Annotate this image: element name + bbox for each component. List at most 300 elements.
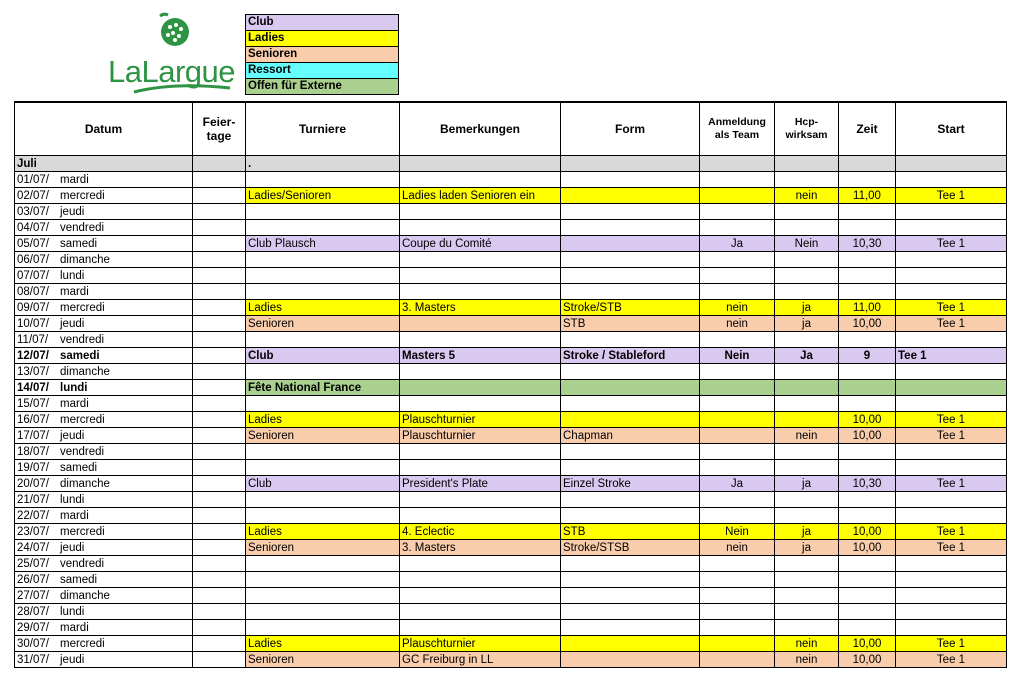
start-cell: Tee 1 xyxy=(896,540,1007,556)
turnier-cell: Senioren xyxy=(246,428,400,444)
hcp-cell xyxy=(775,444,839,460)
start-cell xyxy=(896,284,1007,300)
date-value: 04/07/ xyxy=(17,221,49,234)
bemerkung-cell xyxy=(400,268,561,284)
anmeldung-cell xyxy=(700,460,775,476)
weekday: mardi xyxy=(60,397,89,410)
zeit-cell xyxy=(839,444,896,460)
bemerkung-cell xyxy=(400,492,561,508)
feiertag-cell xyxy=(193,412,246,428)
date-value: 21/07/ xyxy=(17,493,49,506)
form-cell xyxy=(561,460,700,476)
zeit-cell: 11,00 xyxy=(839,300,896,316)
start-cell xyxy=(896,588,1007,604)
bemerkung-cell xyxy=(400,508,561,524)
table-row xyxy=(15,636,1007,652)
hcp-cell xyxy=(775,252,839,268)
hcp-cell xyxy=(775,604,839,620)
date-value: 23/07/ xyxy=(17,525,49,538)
hcp-cell xyxy=(775,620,839,636)
form-cell: STB xyxy=(561,524,700,540)
hcp-cell xyxy=(775,204,839,220)
zeit-cell xyxy=(839,620,896,636)
date-value: 07/07/ xyxy=(17,269,49,282)
weekday: mercredi xyxy=(60,301,105,314)
start-cell: Tee 1 xyxy=(896,188,1007,204)
date-value: 14/07/ xyxy=(17,381,49,394)
header-bemerkungen: Bemerkungen xyxy=(400,102,561,156)
date-cell xyxy=(15,284,193,300)
table-row xyxy=(15,332,1007,348)
anmeldung-cell xyxy=(700,172,775,188)
form-cell xyxy=(561,556,700,572)
anmeldung-cell xyxy=(700,620,775,636)
anmeldung-cell: nein xyxy=(700,316,775,332)
form-cell xyxy=(561,652,700,668)
legend xyxy=(245,14,399,95)
zeit-cell xyxy=(839,204,896,220)
turnier-cell: Senioren xyxy=(246,540,400,556)
start-cell xyxy=(896,380,1007,396)
anmeldung-cell xyxy=(700,508,775,524)
date-value: 08/07/ xyxy=(17,285,49,298)
date-cell xyxy=(15,364,193,380)
bemerkung-cell: 3. Masters xyxy=(400,540,561,556)
start-cell: Tee 1 xyxy=(896,236,1007,252)
turnier-cell xyxy=(246,588,400,604)
hcp-cell xyxy=(775,396,839,412)
anmeldung-cell xyxy=(700,396,775,412)
feiertag-cell xyxy=(193,556,246,572)
turnier-cell: Ladies/Senioren xyxy=(246,188,400,204)
table-row xyxy=(15,316,1007,332)
turnier-cell: Ladies xyxy=(246,636,400,652)
table-row xyxy=(15,652,1007,668)
table-row xyxy=(15,348,1007,364)
turnier-cell xyxy=(246,492,400,508)
form-cell xyxy=(561,588,700,604)
legend-item xyxy=(246,79,399,95)
date-cell xyxy=(15,524,193,540)
weekday: dimanche xyxy=(60,253,110,266)
hcp-cell xyxy=(775,572,839,588)
start-cell: Tee 1 xyxy=(896,348,1007,364)
bemerkung-cell: 4. Eclectic xyxy=(400,524,561,540)
anmeldung-cell xyxy=(700,428,775,444)
anmeldung-cell xyxy=(700,412,775,428)
zeit-cell: 10,30 xyxy=(839,236,896,252)
hcp-cell xyxy=(775,220,839,236)
date-value: 25/07/ xyxy=(17,557,49,570)
date-cell xyxy=(15,636,193,652)
zeit-cell: 10,00 xyxy=(839,652,896,668)
hcp-cell: nein xyxy=(775,428,839,444)
turnier-cell xyxy=(246,556,400,572)
date-cell xyxy=(15,492,193,508)
zeit-cell: 10,00 xyxy=(839,428,896,444)
month-turniere: . xyxy=(246,156,400,172)
form-cell: Stroke / Stableford xyxy=(561,348,700,364)
anmeldung-cell xyxy=(700,636,775,652)
zeit-cell: 10,00 xyxy=(839,316,896,332)
form-cell xyxy=(561,444,700,460)
feiertag-cell xyxy=(193,540,246,556)
bemerkung-cell: Plauschturnier xyxy=(400,636,561,652)
form-cell xyxy=(561,220,700,236)
date-cell xyxy=(15,572,193,588)
date-cell xyxy=(15,268,193,284)
bemerkung-cell xyxy=(400,588,561,604)
feiertag-cell xyxy=(193,524,246,540)
bemerkung-cell xyxy=(400,284,561,300)
turnier-cell xyxy=(246,620,400,636)
hcp-cell: nein xyxy=(775,636,839,652)
form-cell xyxy=(561,572,700,588)
start-cell: Tee 1 xyxy=(896,524,1007,540)
hcp-cell xyxy=(775,268,839,284)
hcp-cell xyxy=(775,412,839,428)
hcp-cell xyxy=(775,508,839,524)
start-cell xyxy=(896,268,1007,284)
form-cell xyxy=(561,188,700,204)
anmeldung-cell xyxy=(700,252,775,268)
anmeldung-cell xyxy=(700,492,775,508)
feiertag-cell xyxy=(193,284,246,300)
turnier-cell xyxy=(246,444,400,460)
table-row xyxy=(15,428,1007,444)
date-cell xyxy=(15,652,193,668)
bemerkung-cell xyxy=(400,556,561,572)
weekday: jeudi xyxy=(60,541,85,554)
bemerkung-cell xyxy=(400,620,561,636)
feiertag-cell xyxy=(193,348,246,364)
zeit-cell xyxy=(839,380,896,396)
form-cell xyxy=(561,380,700,396)
feiertag-cell xyxy=(193,380,246,396)
form-cell xyxy=(561,396,700,412)
anmeldung-cell xyxy=(700,556,775,572)
date-value: 12/07/ xyxy=(17,349,49,362)
hcp-cell: nein xyxy=(775,188,839,204)
feiertag-cell xyxy=(193,620,246,636)
legend-label: Club xyxy=(246,15,399,31)
table-row xyxy=(15,220,1007,236)
start-cell xyxy=(896,460,1007,476)
table-row xyxy=(15,380,1007,396)
date-cell xyxy=(15,396,193,412)
anmeldung-cell: nein xyxy=(700,540,775,556)
start-cell xyxy=(896,444,1007,460)
feiertag-cell xyxy=(193,204,246,220)
hcp-cell xyxy=(775,492,839,508)
anmeldung-cell xyxy=(700,284,775,300)
hcp-cell: Nein xyxy=(775,236,839,252)
legend-item xyxy=(246,47,399,63)
date-cell xyxy=(15,252,193,268)
start-cell xyxy=(896,604,1007,620)
start-cell xyxy=(896,364,1007,380)
feiertag-cell xyxy=(193,396,246,412)
table-row xyxy=(15,620,1007,636)
date-cell xyxy=(15,236,193,252)
zeit-cell xyxy=(839,460,896,476)
bemerkung-cell xyxy=(400,460,561,476)
date-cell xyxy=(15,220,193,236)
date-cell xyxy=(15,540,193,556)
legend-label: Offen für Externe xyxy=(246,79,399,95)
hcp-cell: nein xyxy=(775,652,839,668)
anmeldung-cell: Ja xyxy=(700,236,775,252)
anmeldung-cell xyxy=(700,268,775,284)
weekday: jeudi xyxy=(60,205,85,218)
form-cell xyxy=(561,508,700,524)
zeit-cell xyxy=(839,252,896,268)
start-cell: Tee 1 xyxy=(896,428,1007,444)
hcp-cell xyxy=(775,332,839,348)
start-cell xyxy=(896,508,1007,524)
turnier-cell xyxy=(246,204,400,220)
turnier-cell: Ladies xyxy=(246,300,400,316)
table-row xyxy=(15,188,1007,204)
anmeldung-cell xyxy=(700,444,775,460)
form-cell xyxy=(561,268,700,284)
start-cell xyxy=(896,252,1007,268)
feiertag-cell xyxy=(193,220,246,236)
start-cell xyxy=(896,204,1007,220)
anmeldung-cell: Nein xyxy=(700,524,775,540)
form-cell: Chapman xyxy=(561,428,700,444)
date-value: 10/07/ xyxy=(17,317,49,330)
zeit-cell: 9 xyxy=(839,348,896,364)
turnier-cell xyxy=(246,396,400,412)
feiertag-cell xyxy=(193,172,246,188)
turnier-cell xyxy=(246,332,400,348)
turnier-cell: Senioren xyxy=(246,652,400,668)
legend-item xyxy=(246,15,399,31)
weekday: vendredi xyxy=(60,557,105,570)
bemerkung-cell: Masters 5 xyxy=(400,348,561,364)
zeit-cell xyxy=(839,172,896,188)
date-cell xyxy=(15,556,193,572)
bemerkung-cell: Coupe du Comité xyxy=(400,236,561,252)
form-cell xyxy=(561,620,700,636)
form-cell xyxy=(561,636,700,652)
start-cell: Tee 1 xyxy=(896,652,1007,668)
table-row xyxy=(15,300,1007,316)
weekday: samedi xyxy=(60,573,98,586)
weekday: mercredi xyxy=(60,413,105,426)
turnier-cell: Ladies xyxy=(246,524,400,540)
date-value: 28/07/ xyxy=(17,605,49,618)
form-cell xyxy=(561,604,700,620)
form-cell: Stroke/STB xyxy=(561,300,700,316)
weekday: jeudi xyxy=(60,429,85,442)
weekday: jeudi xyxy=(60,653,85,666)
hcp-cell: ja xyxy=(775,476,839,492)
feiertag-cell xyxy=(193,268,246,284)
form-cell xyxy=(561,236,700,252)
bemerkung-cell xyxy=(400,572,561,588)
turnier-cell: Club xyxy=(246,476,400,492)
header-feiertage: Feier- tage xyxy=(193,102,246,156)
date-value: 17/07/ xyxy=(17,429,49,442)
start-cell: Tee 1 xyxy=(896,476,1007,492)
start-cell: Tee 1 xyxy=(896,636,1007,652)
bemerkung-cell xyxy=(400,380,561,396)
legend-item xyxy=(246,63,399,79)
legend-label: Ladies xyxy=(246,31,399,47)
zeit-cell xyxy=(839,588,896,604)
table-row xyxy=(15,492,1007,508)
header-anmeldung: Anmeldung als Team xyxy=(700,102,775,156)
feiertag-cell xyxy=(193,508,246,524)
feiertag-cell xyxy=(193,444,246,460)
bemerkung-cell: 3. Masters xyxy=(400,300,561,316)
weekday: mardi xyxy=(60,621,89,634)
turnier-cell: Fête National France xyxy=(246,380,400,396)
hcp-cell xyxy=(775,364,839,380)
date-value: 19/07/ xyxy=(17,461,49,474)
hcp-cell xyxy=(775,172,839,188)
date-value: 05/07/ xyxy=(17,237,49,250)
feiertag-cell xyxy=(193,252,246,268)
table-row xyxy=(15,236,1007,252)
date-cell xyxy=(15,204,193,220)
turnier-cell xyxy=(246,572,400,588)
feiertag-cell xyxy=(193,364,246,380)
date-value: 22/07/ xyxy=(17,509,49,522)
anmeldung-cell: Nein xyxy=(700,348,775,364)
feiertag-cell xyxy=(193,636,246,652)
date-cell xyxy=(15,300,193,316)
form-cell: Stroke/STSB xyxy=(561,540,700,556)
form-cell xyxy=(561,172,700,188)
hcp-cell: Ja xyxy=(775,348,839,364)
turnier-cell: Club xyxy=(246,348,400,364)
start-cell xyxy=(896,396,1007,412)
start-cell xyxy=(896,572,1007,588)
weekday: samedi xyxy=(60,461,98,474)
start-cell: Tee 1 xyxy=(896,300,1007,316)
feiertag-cell xyxy=(193,572,246,588)
date-value: 27/07/ xyxy=(17,589,49,602)
feiertag-cell xyxy=(193,332,246,348)
zeit-cell xyxy=(839,396,896,412)
header-turniere: Turniere xyxy=(246,102,400,156)
anmeldung-cell: nein xyxy=(700,300,775,316)
weekday: mardi xyxy=(60,173,89,186)
start-cell: Tee 1 xyxy=(896,316,1007,332)
date-value: 29/07/ xyxy=(17,621,49,634)
anmeldung-cell xyxy=(700,652,775,668)
date-cell xyxy=(15,348,193,364)
zeit-cell xyxy=(839,284,896,300)
weekday: lundi xyxy=(60,269,85,282)
zeit-cell xyxy=(839,364,896,380)
lalargue-logo xyxy=(104,10,244,100)
weekday: lundi xyxy=(60,493,85,506)
anmeldung-cell xyxy=(700,572,775,588)
zeit-cell xyxy=(839,572,896,588)
zeit-cell xyxy=(839,332,896,348)
start-cell xyxy=(896,620,1007,636)
bemerkung-cell xyxy=(400,332,561,348)
bemerkung-cell xyxy=(400,172,561,188)
schedule-table xyxy=(14,101,1007,668)
start-cell xyxy=(896,556,1007,572)
feiertag-cell xyxy=(193,300,246,316)
zeit-cell xyxy=(839,604,896,620)
header-start: Start xyxy=(896,102,1007,156)
weekday: mercredi xyxy=(60,637,105,650)
date-value: 26/07/ xyxy=(17,573,49,586)
turnier-cell xyxy=(246,364,400,380)
date-cell xyxy=(15,444,193,460)
header-row xyxy=(15,102,1007,156)
feiertag-cell xyxy=(193,236,246,252)
table-row xyxy=(15,460,1007,476)
zeit-cell xyxy=(839,492,896,508)
form-cell xyxy=(561,492,700,508)
date-value: 01/07/ xyxy=(17,173,49,186)
date-cell xyxy=(15,428,193,444)
hcp-cell xyxy=(775,460,839,476)
hcp-cell: ja xyxy=(775,540,839,556)
anmeldung-cell xyxy=(700,332,775,348)
hcp-cell: ja xyxy=(775,300,839,316)
bemerkung-cell: President's Plate xyxy=(400,476,561,492)
date-value: 02/07/ xyxy=(17,189,49,202)
form-cell: Einzel Stroke xyxy=(561,476,700,492)
form-cell xyxy=(561,284,700,300)
zeit-cell: 11,00 xyxy=(839,188,896,204)
zeit-cell: 10,00 xyxy=(839,524,896,540)
table-row xyxy=(15,396,1007,412)
date-value: 24/07/ xyxy=(17,541,49,554)
table-row xyxy=(15,444,1007,460)
anmeldung-cell xyxy=(700,364,775,380)
date-cell xyxy=(15,604,193,620)
date-value: 11/07/ xyxy=(17,333,49,346)
turnier-cell: Ladies xyxy=(246,412,400,428)
table-row xyxy=(15,604,1007,620)
legend-label: Senioren xyxy=(246,47,399,63)
table-row xyxy=(15,572,1007,588)
hcp-cell: ja xyxy=(775,316,839,332)
feiertag-cell xyxy=(193,588,246,604)
date-value: 30/07/ xyxy=(17,637,49,650)
bemerkung-cell xyxy=(400,364,561,380)
legend-item xyxy=(246,31,399,47)
bemerkung-cell: Plauschturnier xyxy=(400,428,561,444)
turnier-cell xyxy=(246,268,400,284)
bemerkung-cell xyxy=(400,220,561,236)
table-row xyxy=(15,172,1007,188)
feiertag-cell xyxy=(193,652,246,668)
date-cell xyxy=(15,332,193,348)
date-value: 13/07/ xyxy=(17,365,49,378)
form-cell xyxy=(561,332,700,348)
date-cell xyxy=(15,508,193,524)
hcp-cell xyxy=(775,380,839,396)
weekday: mercredi xyxy=(60,189,105,202)
anmeldung-cell: Ja xyxy=(700,476,775,492)
table-row xyxy=(15,412,1007,428)
date-cell xyxy=(15,620,193,636)
weekday: vendredi xyxy=(60,333,105,346)
zeit-cell xyxy=(839,220,896,236)
date-value: 20/07/ xyxy=(17,477,49,490)
